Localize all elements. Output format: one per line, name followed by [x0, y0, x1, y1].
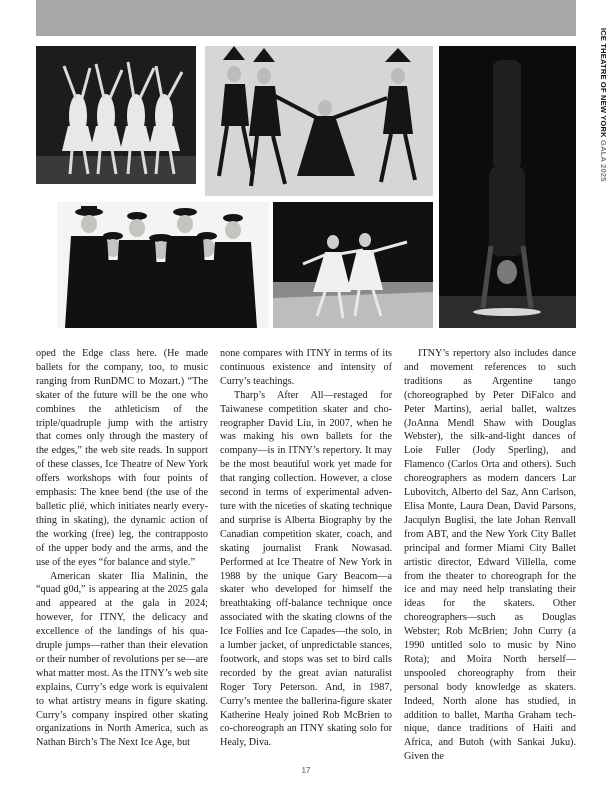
article-column-1	[36, 347, 208, 750]
paragraph: ITNY’s repertory also includes dance and movement references to such traditions as Argentine tango (choreographed by Peter DiFalco and Peter Martins), aerial ballet, waltzes (JoAnna Mendl Shaw with Douglas Webster), the silk-and-light dances of Loie Fuller (Jody Sperling), and Flamenco (Carlos Orta and others). Such choreographers as modern dancers Lar Lubovitch, Alberto del Saz, Ann Carlson, Elisa Monte, Laura Dean, David Parsons, Jacqulyn Buglisi, the late Johan Renvall from ABT, and the New York City Ballet principal and former Miami City Ballet artistic director, Edward Villella, come from the theater to choreograph for the ice and may need help translating their ideas for the skaters. Other choreographers—such as Douglas Webster; Rob McBrien; John Curry (a 1990 untitled solo to music by Nino Rota); and Moira North herself—unspooled choreography from their personal body knowledge as skaters. Indeed, North alone has studied, in addition to ballet, Martha Graham technique, dance traditions of Haiti and Africa, and Butoh (with Sankai Juku). Given the	[404, 348, 576, 763]
running-header	[599, 28, 608, 182]
photo-four-skaters-arms-raised	[36, 46, 196, 184]
photo-skaters-in-witch-hats	[205, 46, 433, 196]
paragraph: Tharp’s After All—restaged for Taiwanese competition skater and choreographer David Liu, in 2007, when he was making his own ballets for the company—is in ITNY’s repertory. It may be the most beautiful work yet made for that ranging collection. However, a close second in terms of experimental adventure with the niceties of skating technique and surprise is Alberta Biography by the Canadian competition skater, coach, and skating journalist Frank Nowasad. Performed at Ice Theatre of New York in 1988 by the unique Gary Beacom—a skater who developed for himself the breathtaking off-balance technique once associated with the skating clowns of the Ice Follies and Ice Capades—the solo, in a lumber jacket, of unpredictable stances, footwork, and stops was set to bird calls recorded by the great avian naturalist Roger Tory Peterson. And, in 1987, Curry’s mentee the ballerina-figure skater Katherine Healy joined Rob McBrien to co-choreograph an ITNY skating solo for Healy, Diva.	[220, 389, 392, 749]
issue-name: GALA 2025	[599, 140, 608, 182]
photo-skating-pair-on-ice	[273, 202, 433, 328]
header-color-bar	[36, 0, 576, 36]
page-number: 17	[301, 766, 311, 775]
paragraph: oped the Edge class here. (He made ballets for the company, too, to music ranging from RunDMC to Mozart.) “The skater of the future will be the one who combines the athleticism of the triple/quadruple jump with the artistry that comes only through the mastery of the edges,” the web site reads. In support of these classes, Ice Theatre of New York offers workshops with four points of emphasis: The knee bend (the use of the balletic plié, which initiates nearly everything in skating), the dynamic action of the working (free) leg, the contrapposto of the upper body and the arms, and the use of the eyes “for balance and style.”	[36, 348, 208, 568]
article-column-2	[220, 347, 392, 750]
publication-name: ICE THEATRE OF NEW YORK	[599, 28, 608, 138]
paragraph: American skater Ilia Malinin, the “quad g0d,” is appearing at the 2025 gala and appeared at the gala in 2024; however, for ITNY, the delicacy and excellence of the landings of his quadruple jumps—rather than their elevation or their number of revolutions per se—are what matter most. As the ITNY’s web site explains, Curry’s edge work is equivalent to what artistry means in figure skating. Curry’s company inspired other skating organizations in North America, such as Nathan Birch’s The Next Ice Age, but	[36, 570, 208, 749]
paragraph: none compares with ITNY in terms of its continuous existence and intensity of Curry’s teachings.	[220, 348, 392, 387]
photo-group-portrait-hats	[57, 202, 269, 328]
photo-skater-inverted-pose	[439, 46, 576, 328]
article-column-3	[404, 347, 576, 764]
